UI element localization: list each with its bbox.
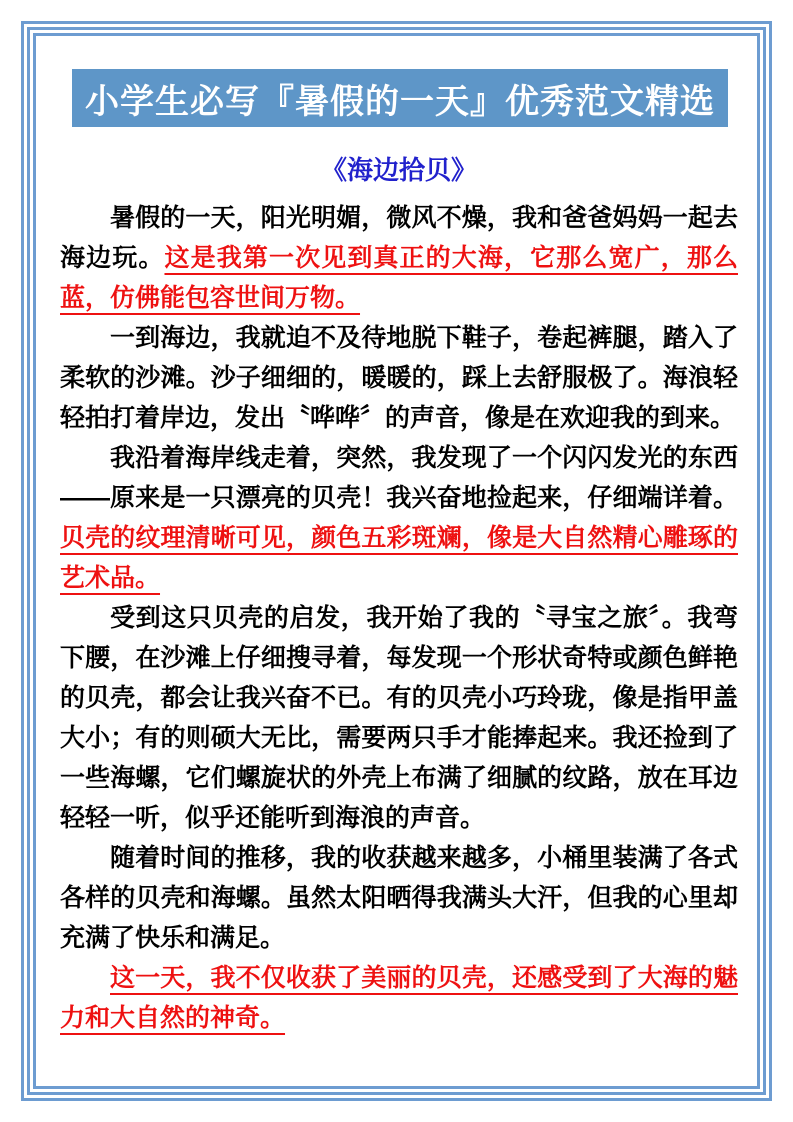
text-segment: 受到这只贝壳的启发，我开始了我的〝寻宝之旅〞。我弯下腰，在沙滩上仔细搜寻着，每发现一个形状奇特或颜色鲜艳的贝壳，都会让我兴奋不已。有的贝壳小巧玲珑，像是指甲盖大小；有的则硕大无比，需要两只手才能捧起来。我还捡到了一些海螺，它们螺旋状的外壳上布满了细腻的纹路，放在耳边轻轻一听，似乎还能听到海浪的声音。 [60, 604, 738, 832]
highlighted-sentence: 贝壳的纹理清晰可见，颜色五彩斑斓，像是大自然精心雕琢的艺术品。 [60, 524, 738, 592]
essay-title: 《海边拾贝》 [320, 155, 477, 185]
essay-body [60, 198, 738, 1038]
highlighted-sentence: 这是我第一次见到真正的大海，它那么宽广，那么蓝，仿佛能包容世间万物。 [60, 244, 738, 312]
header-banner [72, 69, 728, 127]
highlighted-sentence: 这一天，我不仅收获了美丽的贝壳，还感受到了大海的魅力和大自然的神奇。 [60, 964, 738, 1032]
essay-paragraph [60, 318, 738, 438]
essay-paragraph [60, 198, 738, 318]
essay-paragraph [60, 438, 738, 598]
text-segment: 暑假的一天，阳光明媚，微风不燥，我和爸爸妈妈一起去海边玩。 [60, 204, 738, 272]
text-segment: 随着时间的推移，我的收获越来越多，小桶里装满了各式各样的贝壳和海螺。虽然太阳晒得我满头大汗，但我的心里却充满了快乐和满足。 [60, 844, 738, 952]
essay-paragraph [60, 958, 738, 1038]
header-banner-text: 小学生必写『暑假的一天』优秀范文精选 [85, 81, 715, 122]
text-segment: 一到海边，我就迫不及待地脱下鞋子，卷起裤腿，踏入了柔软的沙滩。沙子细细的，暖暖的，踩上去舒服极了。海浪轻轻拍打着岸边，发出〝哗哗〞的声音，像是在欢迎我的到来。 [60, 324, 738, 432]
essay-paragraph [60, 838, 738, 958]
essay-paragraph [60, 598, 738, 838]
text-segment: 我沿着海岸线走着，突然，我发现了一个闪闪发光的东西——原来是一只漂亮的贝壳！我兴奋地捡起来，仔细端详着。 [60, 444, 738, 512]
